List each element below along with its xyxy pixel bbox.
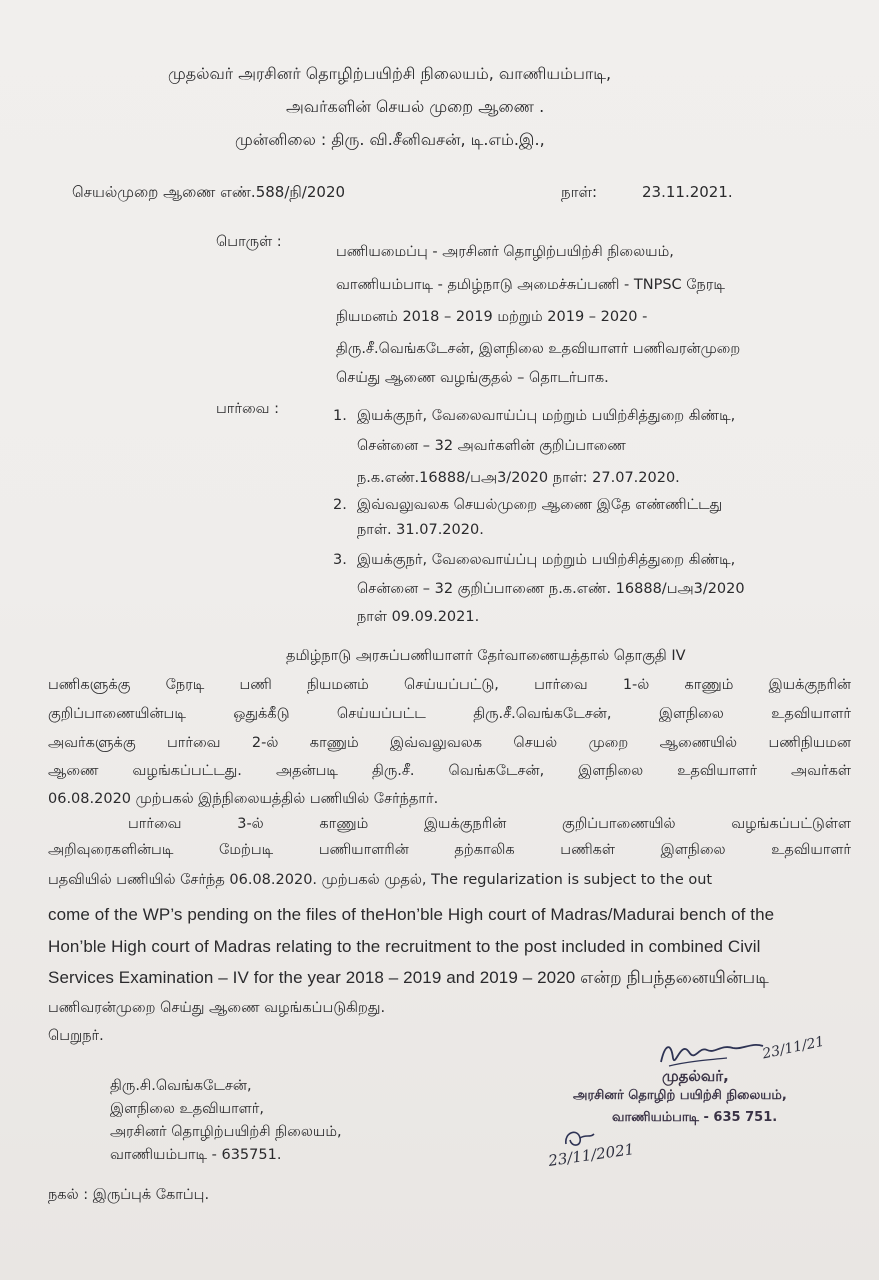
- seal-title: முதல்வர்,: [662, 1067, 729, 1085]
- header-line-1: முதல்வர் அரசினர் தொழிற்பயிற்சி நிலையம், வாணியம்பாடி,: [168, 64, 612, 83]
- paragraph-line: Hon’ble High court of Madras relating to the recruitment to the post included in combined Civil: [48, 937, 761, 956]
- reference-line: இவ்வலுவலக செயல்முறை ஆணை இதே எண்ணிட்டது: [357, 497, 723, 513]
- copy-note: நகல் : இருப்புக் கோப்பு.: [48, 1187, 210, 1203]
- reference-number: 2.: [333, 497, 347, 513]
- order-date-value: 23.11.2021.: [642, 183, 733, 201]
- reference-line: இயக்குநர், வேலைவாய்ப்பு மற்றும் பயிற்சித்துறை கிண்டி,: [357, 552, 736, 568]
- paragraph-line: தமிழ்நாடு அரசுப்பணியாளர் தேர்வாணையத்தால் தொகுதி IV: [286, 648, 686, 664]
- reference-line: ந.க.எண்.16888/பஅ3/2020 நாள்: 27.07.2020.: [357, 470, 680, 486]
- order-date-label: நாள்:: [561, 183, 598, 201]
- subject-line: வாணியம்பாடி - தமிழ்நாடு அமைச்சுப்பணி - TNPSC நேரடி: [336, 277, 725, 293]
- subject-line: திரு.சீ.வெங்கடேசன், இளநிலை உதவியாளர் பணிவரன்முறை: [336, 341, 741, 357]
- references-label: பார்வை :: [216, 401, 280, 417]
- subject-line: செய்து ஆணை வழங்குதல் – தொடர்பாக.: [336, 370, 609, 386]
- reference-line: நாள் 09.09.2021.: [357, 609, 480, 625]
- paragraph-line: அவர்களுக்கு பார்வை 2-ல் காணும் இவ்வலுவலக செயல் முறை ஆணையில் பணிநியமன: [48, 735, 851, 751]
- paragraph-line: Services Examination – IV for the year 2018 – 2019 and 2019 – 2020 என்ற நிபந்தனையின்படி: [48, 968, 769, 987]
- address-line: திரு.சி.வெங்கடேசன்,: [110, 1078, 252, 1094]
- reference-line: சென்னை – 32 குறிப்பாணை ந.க.எண். 16888/பஅ3/2020: [357, 581, 745, 597]
- header-line-3: முன்னிலை : திரு. வி.சீனிவசன், டி.எம்.இ.,: [235, 130, 545, 149]
- address-line: அரசினர் தொழிற்பயிற்சி நிலையம்,: [110, 1124, 342, 1140]
- recipient-label: பெறுநர்.: [48, 1028, 104, 1044]
- paragraph-line: பணிவரன்முறை செய்து ஆணை வழங்கப்படுகிறது.: [48, 1000, 386, 1016]
- address-line: வாணியம்பாடி - 635751.: [110, 1147, 282, 1163]
- paragraph-line: பணிகளுக்கு நேரடி பணி நியமனம் செய்யப்பட்டு, பார்வை 1-ல் காணும் இயக்குநரின்: [48, 677, 851, 693]
- order-number: செயல்முறை ஆணை எண்.588/நி/2020: [72, 183, 346, 201]
- seal-institute: அரசினர் தொழிற் பயிற்சி நிலையம்,: [573, 1088, 787, 1103]
- paragraph-line: பார்வை 3-ல் காணும் இயக்குநரின் குறிப்பாணையில் வழங்கப்பட்டுள்ள: [128, 816, 851, 832]
- paragraph-line: அறிவுரைகளின்படி மேற்படி பணியாளரின் தற்காலிக பணிகள் இளநிலை உதவியாளர்: [48, 842, 851, 858]
- reference-line: சென்னை – 32 அவர்களின் குறிப்பாணை: [357, 438, 626, 454]
- reference-line: நாள். 31.07.2020.: [357, 522, 484, 538]
- paragraph-line: குறிப்பாணையின்படி ஒதுக்கீடு செய்யப்பட்ட திரு.சீ.வெங்கடேசன், இளநிலை உதவியாளர்: [48, 706, 851, 722]
- signature-scribble: [655, 1032, 775, 1072]
- handwritten-date: 23/11/2021: [547, 1140, 636, 1170]
- reference-line: இயக்குநர், வேலைவாய்ப்பு மற்றும் பயிற்சித்துறை கிண்டி,: [357, 408, 736, 424]
- address-line: இளநிலை உதவியாளர்,: [110, 1101, 264, 1117]
- subject-line: பணியமைப்பு - அரசினர் தொழிற்பயிற்சி நிலையம்,: [336, 244, 674, 260]
- paragraph-line: 06.08.2020 முற்பகல் இந்நிலையத்தில் பணியில் சேர்ந்தார்.: [48, 791, 439, 807]
- header-line-2: அவர்களின் செயல் முறை ஆணை .: [286, 97, 545, 116]
- reference-number: 3.: [333, 552, 347, 568]
- signature-date: 23/11/21: [761, 1033, 826, 1063]
- reference-number: 1.: [333, 408, 347, 424]
- subject-line: நியமனம் 2018 – 2019 மற்றும் 2019 – 2020 -: [336, 309, 648, 325]
- subject-label: பொருள் :: [216, 234, 282, 250]
- seal-address: வாணியம்பாடி - 635 751.: [612, 1110, 778, 1125]
- paragraph-line: come of the WP’s pending on the files of theHon’ble High court of Madras/Madurai bench of the: [48, 905, 775, 924]
- paragraph-line: ஆணை வழங்கப்பட்டது. அதன்படி திரு.சீ. வெங்கடேசன், இளநிலை உதவியாளர் அவர்கள்: [48, 763, 851, 779]
- paragraph-line: பதவியில் பணியில் சேர்ந்த 06.08.2020. முற்பகல் முதல், The regularization is subject to the out: [48, 872, 713, 888]
